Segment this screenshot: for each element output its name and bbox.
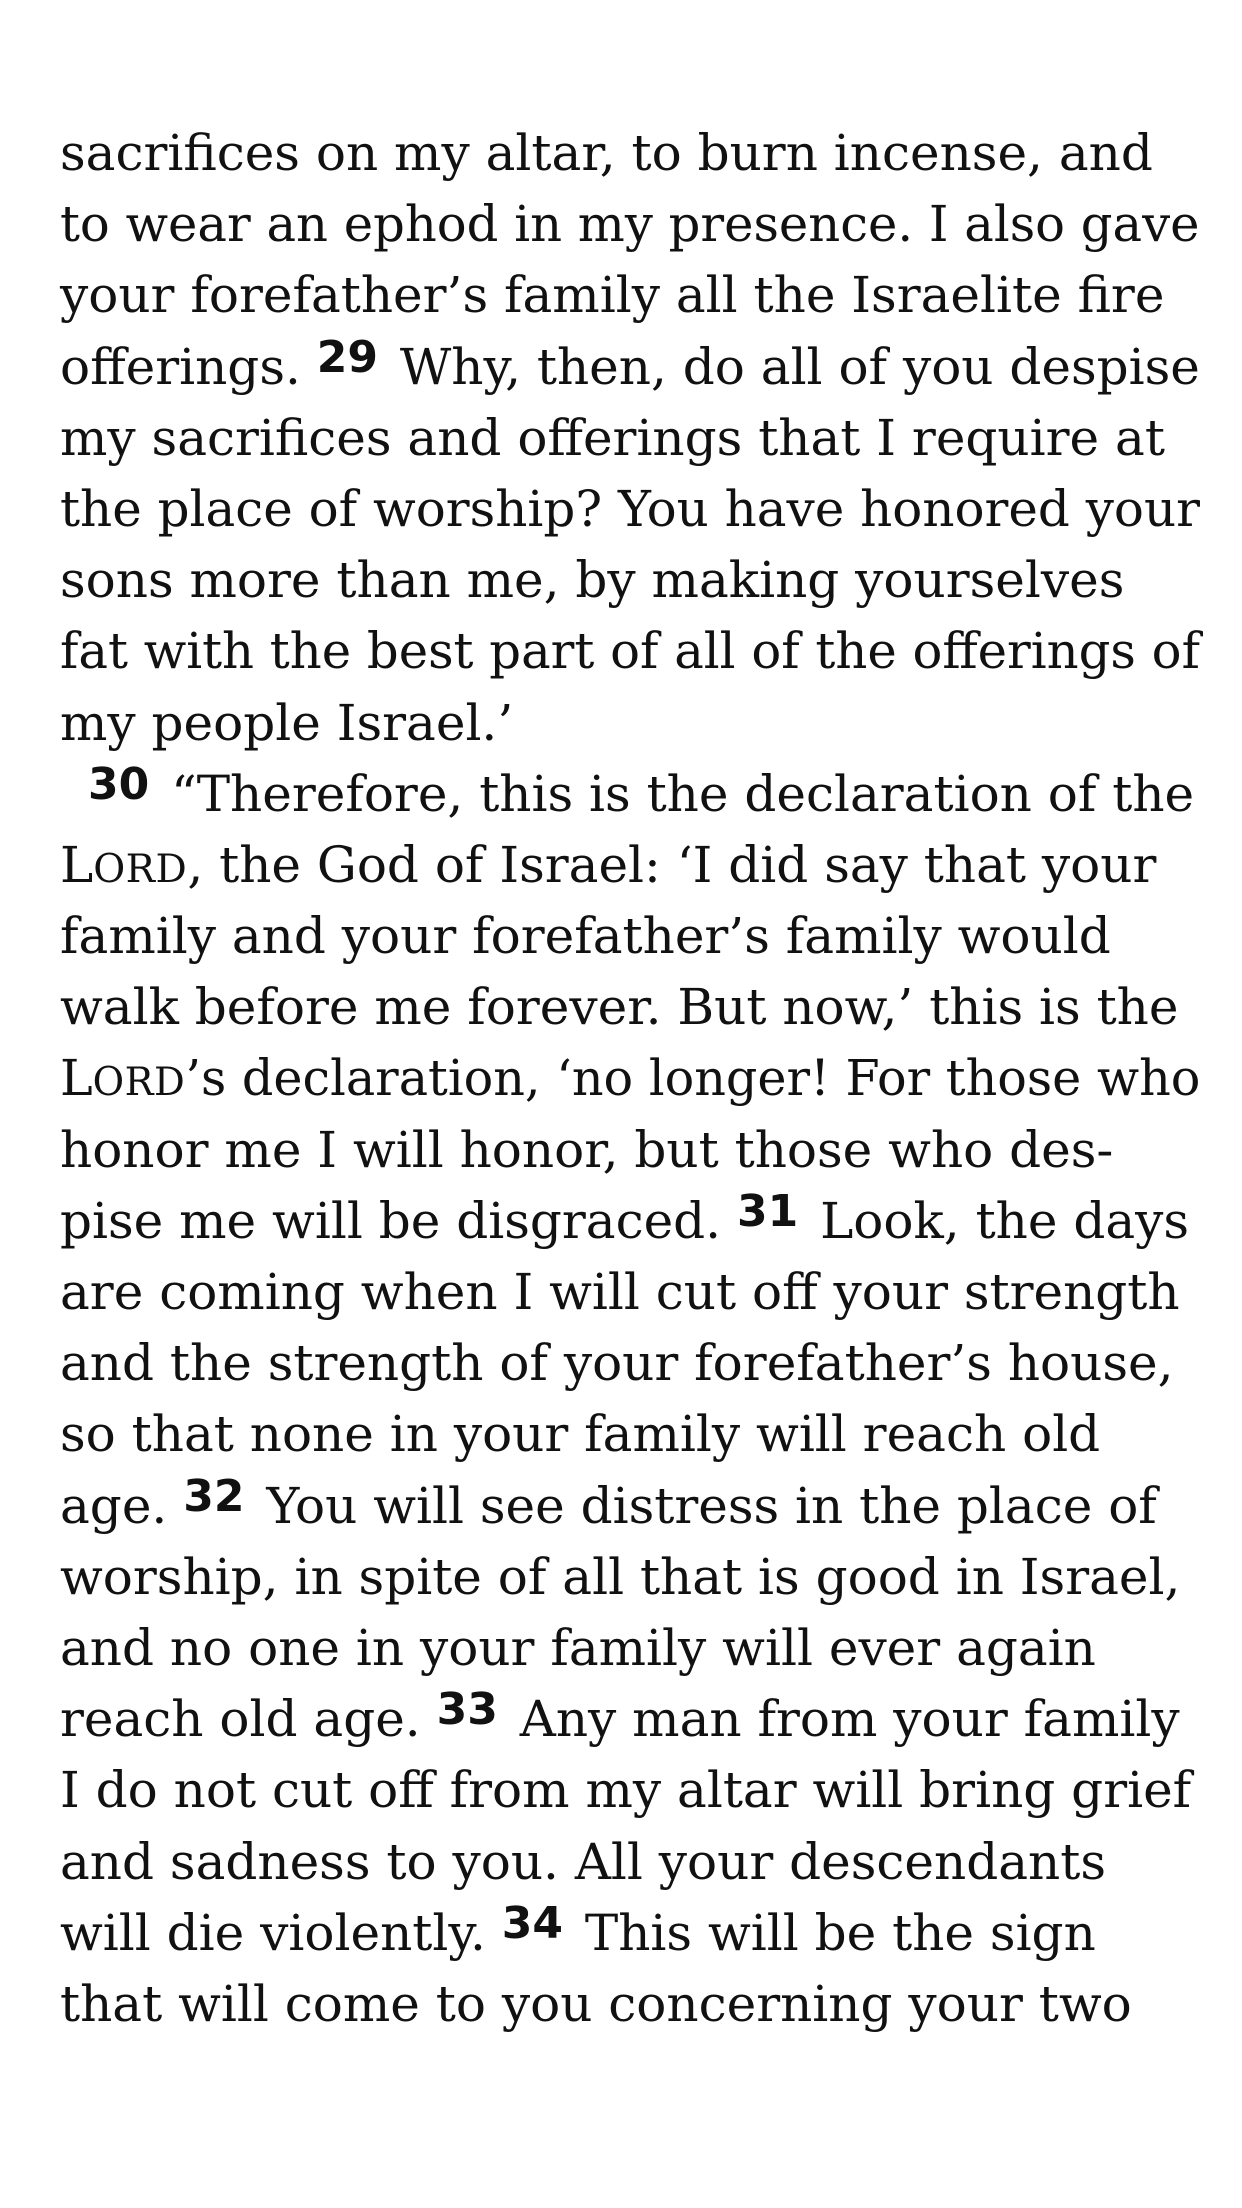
lord-initial: L bbox=[60, 1049, 93, 1108]
text-line-12 bbox=[60, 901, 1200, 972]
text: Look, the days bbox=[804, 1191, 1190, 1250]
text: your forefather’s family all the Israelite fire bbox=[60, 266, 1165, 325]
text: sacrifices on my altar, to burn incense, and bbox=[60, 124, 1153, 182]
verse-number-31[interactable]: 31 bbox=[736, 1185, 799, 1237]
text-line-9 bbox=[60, 688, 1200, 759]
text-line-27 bbox=[60, 1969, 1200, 2040]
text: the place of worship? You have honored your bbox=[60, 479, 1200, 538]
text-line-21 bbox=[60, 1542, 1200, 1613]
verse-number-32[interactable]: 32 bbox=[183, 1470, 245, 1522]
text: to wear an ephod in my presence. I also gave bbox=[60, 195, 1200, 254]
text: honor me I will honor, but those who des- bbox=[60, 1120, 1114, 1179]
text-line-17 bbox=[60, 1257, 1200, 1328]
lord-small-caps bbox=[60, 1049, 185, 1107]
text-line-15 bbox=[60, 1115, 1200, 1186]
text: family and your forefather’s family would bbox=[60, 907, 1111, 966]
text: my sacrifices and offerings that I require at bbox=[60, 408, 1165, 467]
text-line-14 bbox=[60, 1043, 1201, 1114]
lord-initial: L bbox=[60, 835, 94, 894]
text: are coming when I will cut off your strength bbox=[60, 1263, 1180, 1321]
text: my people Israel.’ bbox=[60, 693, 514, 752]
text: ’s declaration, ‘no longer! For those who bbox=[185, 1049, 1201, 1108]
verse-number-29[interactable]: 29 bbox=[316, 331, 378, 383]
text-line-23 bbox=[60, 1684, 1200, 1755]
text: pise me will be disgraced. bbox=[60, 1191, 737, 1250]
text: This will be the sign bbox=[568, 1903, 1096, 1962]
text-line-2 bbox=[60, 189, 1200, 260]
text-line-18 bbox=[60, 1328, 1200, 1399]
text-line-11 bbox=[60, 830, 1200, 901]
text-line-4 bbox=[60, 332, 1200, 403]
text-line-22 bbox=[60, 1613, 1200, 1684]
text: and the strength of your forefather’s house, bbox=[60, 1334, 1174, 1393]
text: sons more than me, by making yourselves bbox=[60, 551, 1125, 610]
text-line-16 bbox=[60, 1186, 1200, 1257]
verse-number-30[interactable]: 30 bbox=[88, 758, 150, 810]
text-line-24 bbox=[60, 1755, 1200, 1826]
text: I do not cut off from my altar will bring grief bbox=[60, 1761, 1192, 1820]
text-line-3 bbox=[60, 260, 1200, 331]
text: so that none in your family will reach old bbox=[60, 1405, 1101, 1464]
text-line-6 bbox=[60, 474, 1198, 545]
text: that will come to you concerning your two bbox=[60, 1974, 1132, 2033]
text: offerings. bbox=[60, 337, 317, 396]
text-line-1 bbox=[60, 118, 1200, 189]
scripture-text bbox=[60, 118, 1200, 2040]
text: age. bbox=[60, 1476, 184, 1535]
text: and no one in your family will ever again bbox=[60, 1618, 1096, 1677]
text-line-20 bbox=[60, 1471, 1200, 1542]
text: Any man from your family bbox=[503, 1690, 1180, 1749]
lord-small-caps bbox=[60, 836, 187, 894]
lord-rest: ORD bbox=[93, 846, 188, 892]
text: Why, then, do all of you despise bbox=[384, 337, 1200, 396]
text: reach old age. bbox=[60, 1690, 437, 1749]
text: will die violently. bbox=[60, 1903, 502, 1962]
verse-number-34[interactable]: 34 bbox=[501, 1897, 563, 1949]
lord-rest: ORD bbox=[92, 1060, 186, 1106]
text: “Therefore, this is the declaration of the bbox=[155, 764, 1195, 823]
text: and sadness to you. All your descendants bbox=[60, 1832, 1106, 1891]
text: fat with the best part of all of the offerings of bbox=[60, 622, 1200, 681]
text-line-26 bbox=[60, 1898, 1200, 1969]
text-line-8 bbox=[60, 616, 1200, 687]
text: walk before me forever. But now,’ this is the bbox=[60, 978, 1179, 1037]
text-line-25 bbox=[60, 1827, 1200, 1898]
text: , the God of Israel: ‘I did say that your bbox=[187, 835, 1157, 894]
text-line-19 bbox=[60, 1399, 1200, 1470]
verse-number-33[interactable]: 33 bbox=[436, 1684, 498, 1736]
text-line-5 bbox=[60, 403, 1200, 474]
text: worship, in spite of all that is good in Israel, bbox=[60, 1547, 1181, 1606]
text-line-7 bbox=[60, 545, 1200, 616]
text-line-13 bbox=[60, 972, 1200, 1043]
text-line-10 bbox=[60, 759, 1200, 830]
text: You will see distress in the place of bbox=[250, 1476, 1157, 1535]
